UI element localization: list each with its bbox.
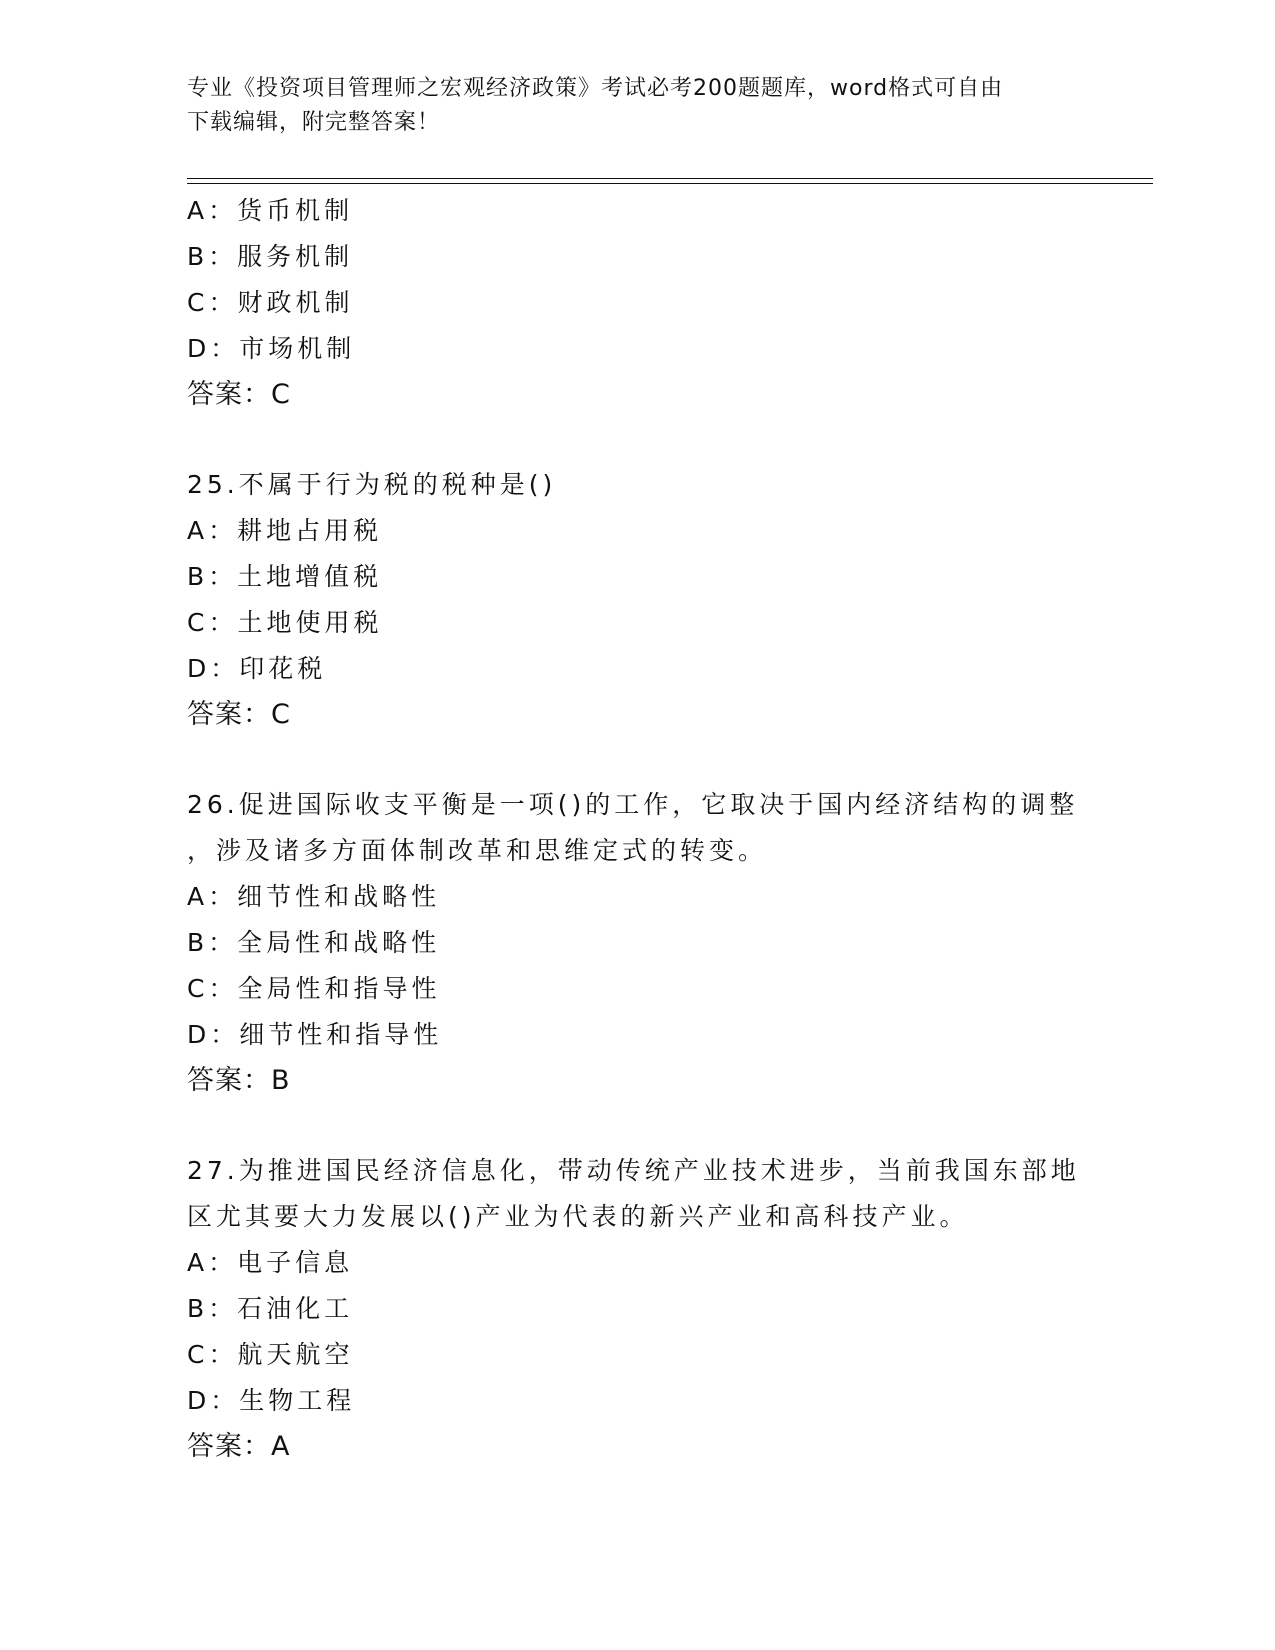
- option-c: C：航天航空: [187, 1340, 354, 1369]
- option-a: A：电子信息: [187, 1248, 354, 1277]
- option-b: B：土地增值税: [187, 562, 383, 591]
- option-c: C：全局性和指导性: [187, 974, 441, 1003]
- answer-line: 答案：C: [187, 699, 291, 730]
- option-d: D：印花税: [187, 654, 327, 683]
- header-rule-bottom: [187, 183, 1153, 184]
- question-stem: 25.不属于行为税的税种是(): [187, 470, 557, 499]
- option-c: C：财政机制: [187, 288, 354, 317]
- option-b: B：全局性和战略性: [187, 928, 441, 957]
- document-header: [187, 72, 1067, 140]
- question-stem: 27.为推进国民经济信息化，带动传统产业技术进步，当前我国东部地: [187, 1156, 1080, 1185]
- header-line-2: 下载编辑，附完整答案！: [187, 110, 441, 135]
- option-c: C：土地使用税: [187, 608, 383, 637]
- header-rule-top: [187, 178, 1153, 179]
- option-d: D：市场机制: [187, 334, 356, 363]
- question-stem-continued: ，涉及诸多方面体制改革和思维定式的转变。: [187, 836, 768, 865]
- option-b: B：石油化工: [187, 1294, 354, 1323]
- option-a: A：耕地占用税: [187, 516, 383, 545]
- answer-line: 答案：C: [187, 379, 291, 410]
- question-stem-continued: 区尤其要大力发展以()产业为代表的新兴产业和高科技产业。: [187, 1202, 969, 1231]
- question-24-continued: [187, 188, 1087, 418]
- header-line-1: 专业《投资项目管理师之宏观经济政策》考试必考200题题库，word格式可自由: [187, 76, 1004, 101]
- option-a: A：货币机制: [187, 196, 354, 225]
- option-b: B：服务机制: [187, 242, 354, 271]
- answer-line: 答案：B: [187, 1065, 291, 1096]
- question-25: [187, 462, 1087, 738]
- question-stem: 26.促进国际收支平衡是一项()的工作，它取决于国内经济结构的调整: [187, 790, 1079, 819]
- option-d: D：细节性和指导性: [187, 1020, 443, 1049]
- question-27: [187, 1148, 1087, 1470]
- answer-line: 答案：A: [187, 1431, 291, 1462]
- question-26: [187, 782, 1087, 1104]
- option-d: D：生物工程: [187, 1386, 356, 1415]
- option-a: A：细节性和战略性: [187, 882, 441, 911]
- document-body: [187, 188, 1087, 1470]
